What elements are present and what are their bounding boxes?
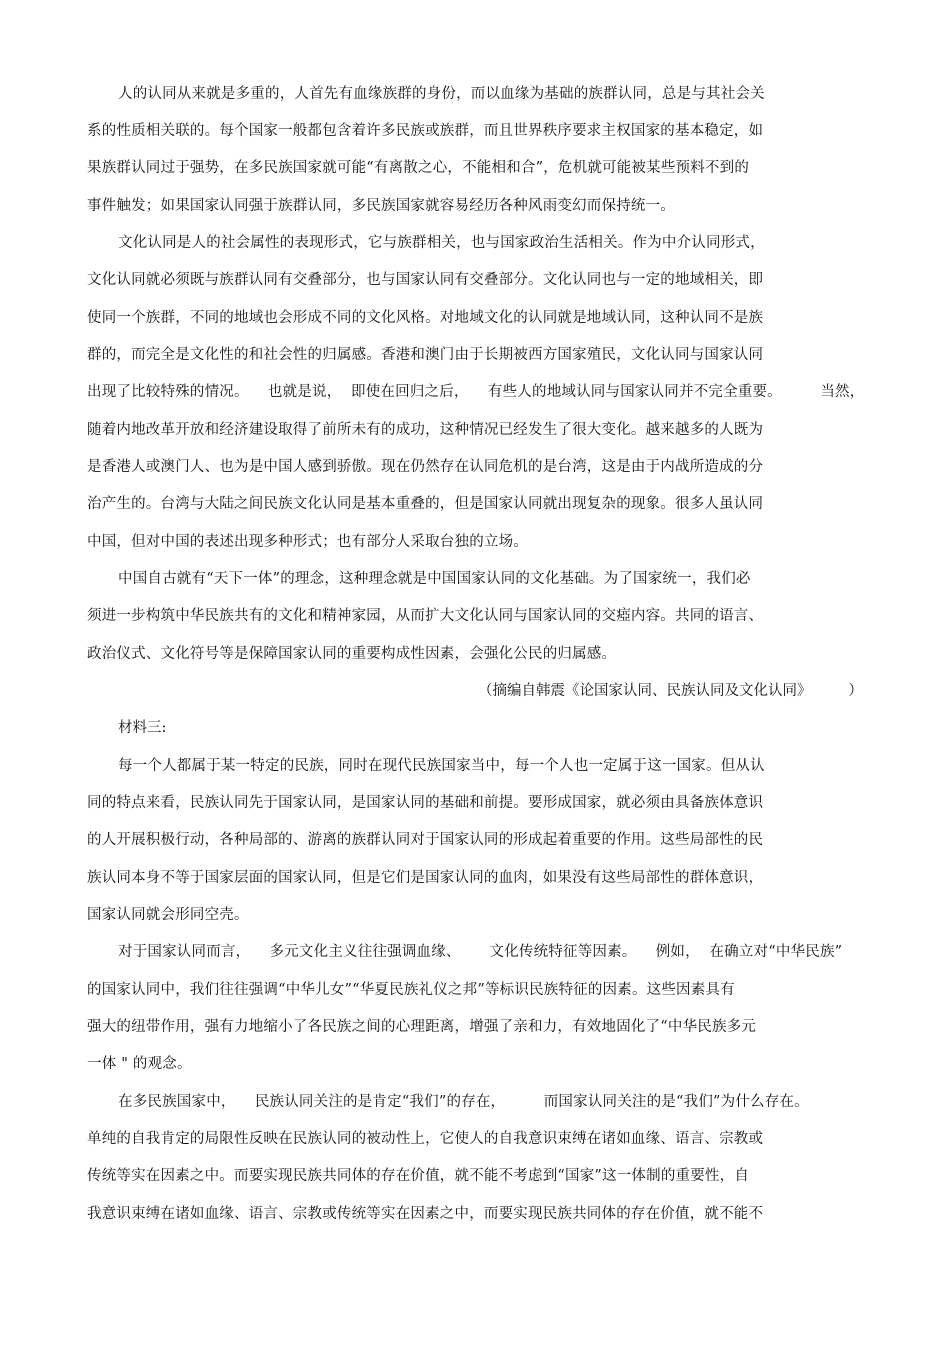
material-3-paragraph-1-line-1: 每一个人都属于某一特定的民族，同时在现代民族国家当中，每一个人也一定属于这一国家。但从认 (118, 758, 765, 774)
paragraph-2-line-2: 文化认同就必须既与族群认同有交叠部分，也与国家认同有交叠部分。文化认同也与一定的地域相关，即 (87, 272, 764, 288)
paragraph-1-line-3: 果族群认同过于强势，在多民族国家就可能“有离散之心，不能相和合”，危机就可能被某些预料不到的 (87, 160, 750, 176)
source-citation: （摘编自韩震《论国家认同、民族认同及文化认同》 ） (478, 683, 863, 699)
material-3-paragraph-2-line-1: 对于国家认同而言， 多元文化主义往往强调血缘、 文化传统特征等因素。 例如， 在确立对“中华民族” (118, 944, 843, 960)
material-3-paragraph-2-line-4: 一体 " 的观念。 (87, 1056, 192, 1072)
paragraph-1-line-2: 系的性质相关联的。每个国家一般都包含着许多民族或族群，而且世界秩序要求主权国家的基本稳定，如 (87, 123, 764, 139)
material-3-paragraph-1-line-3: 的人开展积极行动，各种局部的、游离的族群认同对于国家认同的形成起着重要的作用。这些局部性的民 (87, 832, 764, 848)
paragraph-3-line-3: 政治仪式、文化符号等是保障国家认同的重要构成性因素，会强化公民的归属感。 (87, 646, 617, 662)
paragraph-2-line-6: 随着内地改革开放和经济建设取得了前所未有的成功，这种情况已经发生了很大变化。越来越多的人既为 (87, 422, 764, 438)
paragraph-2-line-9: 中国，但对中国的表述出现多种形式；也有部分人采取台独的立场。 (87, 534, 528, 550)
paragraph-2-line-1: 文化认同是人的社会属性的表现形式，它与族群相关，也与国家政治生活相关。作为中介认同形式， (118, 235, 765, 251)
material-3-paragraph-1-line-4: 族认同本身不等于国家层面的国家认同，但是它们是国家认同的血肉，如果没有这些局部性的群体意识， (87, 870, 764, 886)
material-3-paragraph-1-line-5: 国家认同就会形同空壳。 (87, 907, 249, 923)
paragraph-2-line-5: 出现了比较特殊的情况。 也就是说， 即使在回归之后， 有些人的地域认同与国家认同并不完全重要。 当然， (87, 384, 865, 400)
material-3-paragraph-3-line-1: 在多民族国家中， 民族认同关注的是肯定“我们”的存在， 而国家认同关注的是“我们”为什么存在。 (118, 1094, 809, 1110)
material-3-paragraph-2-line-2: 的国家认同中，我们往往强调“中华儿女”“华夏民族礼仪之邦”等标识民族特征的因素。这些因素具有 (87, 982, 735, 998)
material-3-paragraph-3-line-3: 传统等实在因素之中。而要实现民族共同体的存在价值，就不能不考虑到“国家”这一体制的重要性，自 (87, 1168, 750, 1184)
material-3-paragraph-3-line-2: 单纯的自我肯定的局限性反映在民族认同的被动性上，它使人的自我意识束缚在诸如血缘、语言、宗教或 (87, 1131, 764, 1147)
material-3-paragraph-2-line-3: 强大的纽带作用，强有力地缩小了各民族之间的心理距离，增强了亲和力，有效地固化了“中华民族多元 (87, 1019, 757, 1035)
paragraph-3-line-1: 中国自古就有“天下一体”的理念，这种理念就是中国国家认同的文化基础。为了国家统一，我们必 (118, 571, 751, 587)
material-3-paragraph-3-line-4: 我意识束缚在诸如血缘、语言、宗教或传统等实在因素之中，而要实现民族共同体的存在价值，就不能不 (87, 1206, 764, 1222)
material-3-paragraph-1-line-2: 同的特点来看，民族认同先于国家认同，是国家认同的基础和前提。要形成国家，就必须由具备族体意识 (87, 795, 764, 811)
paragraph-1-line-4: 事件触发；如果国家认同强于族群认同，多民族国家就容易经历各种风雨变幻而保持统一。 (87, 198, 675, 214)
paragraph-3-line-2: 须进一步构筑中华民族共有的文化和精神家园，从而扩大文化认同与国家认同的交瘂内容。共同的语言、 (87, 608, 764, 624)
paragraph-1-line-1: 人的认同从来就是多重的，人首先有血缘族群的身份，而以血缘为基础的族群认同，总是与其社会关 (118, 86, 765, 102)
paragraph-2-line-3: 使同一个族群，不同的地域也会形成不同的文化风格。对地域文化的认同就是地域认同，这种认同不是族 (87, 310, 764, 326)
paragraph-2-line-8: 治产生的。台湾与大陆之间民族文化认同是基本重叠的，但是国家认同就出现复杂的现象。很多人虽认同 (87, 496, 764, 512)
paragraph-2-line-7: 是香港人或澳门人、也为是中国人感到骄傲。现在仍然存在认同危机的是台湾，这是由于内战所造成的分 (87, 459, 764, 475)
paragraph-2-line-4: 群的，而完全是文化性的和社会性的归属感。香港和澳门由于长期被西方国家殖民，文化认同与国家认同 (87, 347, 764, 363)
material-three-heading: 材料三: (118, 720, 167, 736)
